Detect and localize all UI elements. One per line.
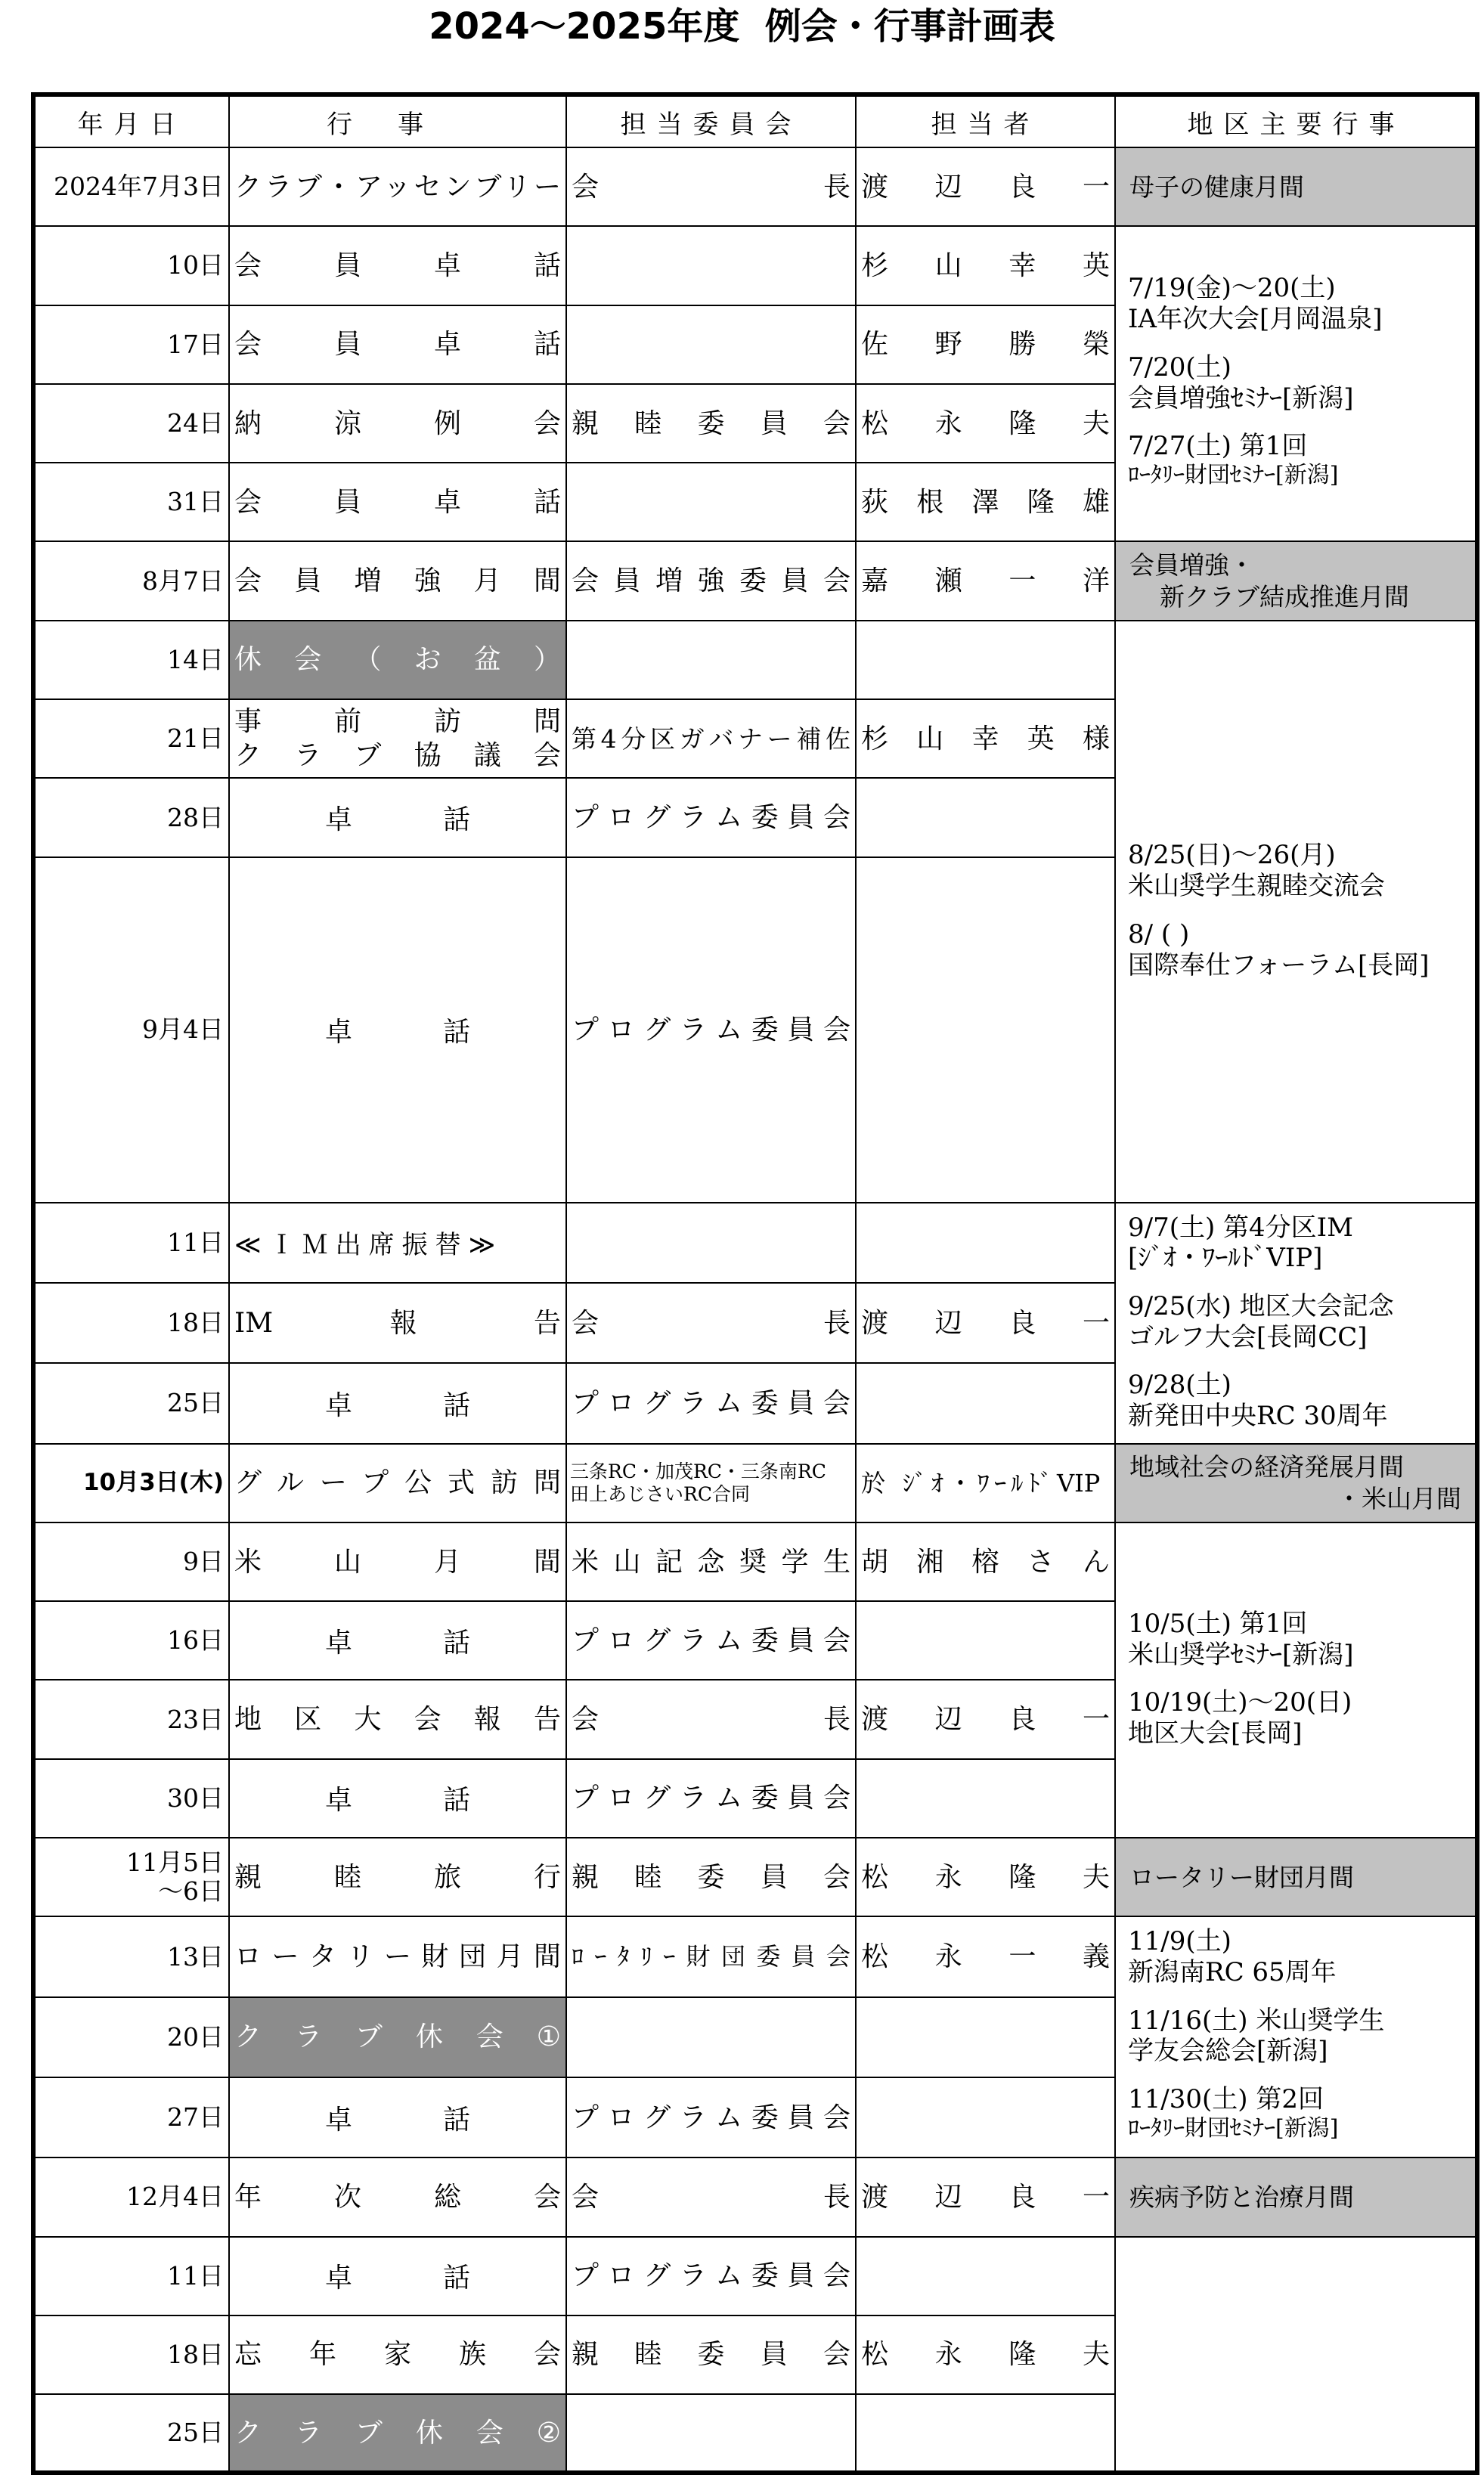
person-cell: 荻根澤隆雄 — [856, 463, 1115, 541]
committee-cell: 会員増強委員会 — [566, 541, 856, 620]
date-cell: 2024年7月3日 — [33, 147, 229, 226]
date-cell: 21日 — [33, 699, 229, 778]
committee-cell: 会長 — [566, 1283, 856, 1363]
event-cell: 地区大会報告 — [229, 1680, 566, 1758]
header-date: 年月日 — [33, 94, 229, 147]
person-cell: 渡辺良一 — [856, 147, 1115, 226]
district-events-july — [1115, 226, 1477, 541]
district-event: 7/27(土) 第1回 ﾛｰﾀﾘｰ財団ｾﾐﾅｰ[新潟] — [1128, 431, 1339, 488]
person-cell — [856, 857, 1115, 1203]
committee-cell: プログラム委員会 — [566, 1363, 856, 1443]
date-cell: 25日 — [33, 1363, 229, 1443]
person-cell: 渡辺良一 — [856, 1283, 1115, 1363]
district-month-header: 母子の健康月間 — [1115, 147, 1477, 226]
person-cell: 渡辺良一 — [856, 2157, 1115, 2236]
committee-cell — [566, 2394, 856, 2473]
event-cell: ロータリー財団月間 — [229, 1916, 566, 1996]
committee-cell: 親睦委員会 — [566, 1838, 856, 1916]
date-cell: 11日 — [33, 2237, 229, 2315]
table-row — [33, 2237, 1477, 2315]
district-events-october — [1115, 1522, 1477, 1838]
event-cell: 卓話 — [229, 1601, 566, 1680]
date-cell: 16日 — [33, 1601, 229, 1680]
date-cell: 24日 — [33, 384, 229, 463]
committee-cell: プログラム委員会 — [566, 1759, 856, 1838]
event-cell: 納涼例会 — [229, 384, 566, 463]
committee-cell — [566, 463, 856, 541]
district-event: 9/25(水) 地区大会記念 ゴルフ大会[長岡CC] — [1128, 1290, 1394, 1352]
district-event: 8/ ( ) 国際奉仕フォーラム[長岡] — [1128, 918, 1430, 980]
person-cell: 於 ｼﾞｵ・ﾜｰﾙﾄﾞVIP — [856, 1444, 1115, 1522]
person-cell — [856, 2077, 1115, 2157]
person-cell: 佐野勝榮 — [856, 305, 1115, 384]
header-person: 担当者 — [856, 94, 1115, 147]
date-cell: 30日 — [33, 1759, 229, 1838]
event-cell: グループ公式訪問 — [229, 1444, 566, 1522]
header-district: 地区主要行事 — [1115, 94, 1477, 147]
person-cell: 渡辺良一 — [856, 1680, 1115, 1758]
committee-cell: 会長 — [566, 1680, 856, 1758]
date-cell: 27日 — [33, 2077, 229, 2157]
person-cell: 松永隆夫 — [856, 1838, 1115, 1916]
date-cell: 31日 — [33, 463, 229, 541]
committee-cell: 三条RC・加茂RC・三条南RC 田上あじさいRC合同 — [566, 1444, 856, 1522]
person-cell — [856, 1601, 1115, 1680]
event-cell: 事前訪問 クラブ協議会 — [229, 699, 566, 778]
person-cell — [856, 1759, 1115, 1838]
committee-cell — [566, 1997, 856, 2077]
person-cell: 胡湘榕さん — [856, 1522, 1115, 1601]
table-row — [33, 2157, 1477, 2236]
district-events-august — [1115, 621, 1477, 1203]
event-cell-holiday: 休会（お盆） — [229, 621, 566, 699]
district-event: 11/30(土) 第2回 ﾛｰﾀﾘｰ財団ｾﾐﾅｰ[新潟] — [1128, 2083, 1339, 2142]
table-row — [33, 1444, 1477, 1522]
district-event: 11/16(土) 米山奨学生 学友会総会[新潟] — [1128, 2005, 1385, 2067]
header-committee: 担当委員会 — [566, 94, 856, 147]
person-cell — [856, 2237, 1115, 2315]
schedule-table — [31, 92, 1479, 2475]
date-cell: 17日 — [33, 305, 229, 384]
table-row — [33, 621, 1477, 699]
district-events-december — [1115, 2237, 1477, 2473]
committee-cell: プログラム委員会 — [566, 1601, 856, 1680]
person-cell — [856, 1997, 1115, 2077]
district-event: 11/9(土) 新潟南RC 65周年 — [1128, 1926, 1337, 1988]
district-event: 7/20(土) 会員増強ｾﾐﾅｰ[新潟] — [1128, 352, 1354, 414]
event-cell: 年次総会 — [229, 2157, 566, 2236]
district-month-header: ロータリー財団月間 — [1115, 1838, 1477, 1916]
date-cell: 18日 — [33, 1283, 229, 1363]
person-cell: 杉山幸英 — [856, 226, 1115, 305]
event-cell: 親睦旅行 — [229, 1838, 566, 1916]
header-event: 行事 — [229, 94, 566, 147]
header-row — [33, 94, 1477, 147]
district-month-header: 会員増強・ 新クラブ結成推進月間 — [1115, 541, 1477, 620]
district-event: 10/5(土) 第1回 米山奨学ｾﾐﾅｰ[新潟] — [1128, 1609, 1354, 1670]
person-cell: 杉山幸英様 — [856, 699, 1115, 778]
committee-cell: 会長 — [566, 2157, 856, 2236]
event-cell: 会員卓話 — [229, 226, 566, 305]
district-event: 10/19(土)～20(日) 地区大会[長岡] — [1128, 1687, 1352, 1749]
committee-cell: プログラム委員会 — [566, 2237, 856, 2315]
event-cell-holiday: クラブ休会② — [229, 2394, 566, 2473]
person-cell: 松永隆夫 — [856, 2315, 1115, 2394]
event-cell: 卓話 — [229, 1363, 566, 1443]
page-title: 2024～2025年度 例会・行事計画表 — [429, 5, 1055, 48]
date-cell: 8月7日 — [33, 541, 229, 620]
committee-cell: 会長 — [566, 147, 856, 226]
date-cell: 13日 — [33, 1916, 229, 1996]
date-cell: 11日 — [33, 1203, 229, 1283]
event-cell: クラブ・アッセンブリー — [229, 147, 566, 226]
district-event: 7/19(金)～20(土) IA年次大会[月岡温泉] — [1128, 273, 1383, 335]
date-cell: 9日 — [33, 1522, 229, 1601]
district-month-header: 地域社会の経済発展月間 ・米山月間 — [1115, 1444, 1477, 1522]
district-events-september — [1115, 1203, 1477, 1444]
event-cell: 卓話 — [229, 2077, 566, 2157]
date-cell: 20日 — [33, 1997, 229, 2077]
event-cell: 卓話 — [229, 2237, 566, 2315]
district-event: 9/7(土) 第4分区IM [ｼﾞｵ・ﾜｰﾙﾄﾞVIP] — [1128, 1212, 1353, 1274]
district-event: 9/28(土) 新発田中央RC 30周年 — [1128, 1370, 1388, 1432]
district-month-header: 疾病予防と治療月間 — [1115, 2157, 1477, 2236]
event-cell: ≪ＩＭ出席振替≫ — [229, 1203, 566, 1283]
date-cell: 28日 — [33, 778, 229, 856]
date-cell: 10月3日(木) — [33, 1444, 229, 1522]
event-cell: 卓話 — [229, 1759, 566, 1838]
event-cell: 忘年家族会 — [229, 2315, 566, 2394]
event-cell: 米山月間 — [229, 1522, 566, 1601]
committee-cell: 親睦委員会 — [566, 2315, 856, 2394]
person-cell — [856, 1203, 1115, 1283]
committee-cell — [566, 621, 856, 699]
table-row — [33, 541, 1477, 620]
committee-cell: 米山記念奨学生 — [566, 1522, 856, 1601]
event-cell-holiday: クラブ休会① — [229, 1997, 566, 2077]
district-event: 8/25(日)～26(月) 米山奨学生親睦交流会 — [1128, 840, 1385, 902]
table-row — [33, 147, 1477, 226]
table-row — [33, 1838, 1477, 1916]
event-cell: 会員卓話 — [229, 463, 566, 541]
date-cell: 12月4日 — [33, 2157, 229, 2236]
person-cell: 松永隆夫 — [856, 384, 1115, 463]
person-cell: 松永一義 — [856, 1916, 1115, 1996]
table-row — [33, 1522, 1477, 1601]
date-cell: 14日 — [33, 621, 229, 699]
person-cell — [856, 2394, 1115, 2473]
committee-cell: 親睦委員会 — [566, 384, 856, 463]
date-cell: 25日 — [33, 2394, 229, 2473]
table-row — [33, 1916, 1477, 1996]
date-cell: 10日 — [33, 226, 229, 305]
date-cell: 11月5日 ～6日 — [33, 1838, 229, 1916]
committee-cell: 第4分区ガバナー補佐 — [566, 699, 856, 778]
committee-cell — [566, 226, 856, 305]
person-cell — [856, 621, 1115, 699]
date-cell: 9月4日 — [33, 857, 229, 1203]
date-cell: 18日 — [33, 2315, 229, 2394]
person-cell — [856, 1363, 1115, 1443]
event-cell: 会員増強月間 — [229, 541, 566, 620]
committee-cell — [566, 1203, 856, 1283]
committee-cell: プログラム委員会 — [566, 778, 856, 856]
committee-cell: プログラム委員会 — [566, 857, 856, 1203]
event-cell: IM報告 — [229, 1283, 566, 1363]
committee-cell: ﾛｰﾀﾘｰ財団委員会 — [566, 1916, 856, 1996]
date-cell: 23日 — [33, 1680, 229, 1758]
person-cell — [856, 778, 1115, 856]
event-cell: 会員卓話 — [229, 305, 566, 384]
event-cell: 卓話 — [229, 778, 566, 856]
person-cell: 嘉瀬一洋 — [856, 541, 1115, 620]
committee-cell: プログラム委員会 — [566, 2077, 856, 2157]
committee-cell — [566, 305, 856, 384]
table-row — [33, 226, 1477, 305]
event-cell: 卓話 — [229, 857, 566, 1203]
table-row — [33, 1203, 1477, 1283]
district-events-november — [1115, 1916, 1477, 2157]
